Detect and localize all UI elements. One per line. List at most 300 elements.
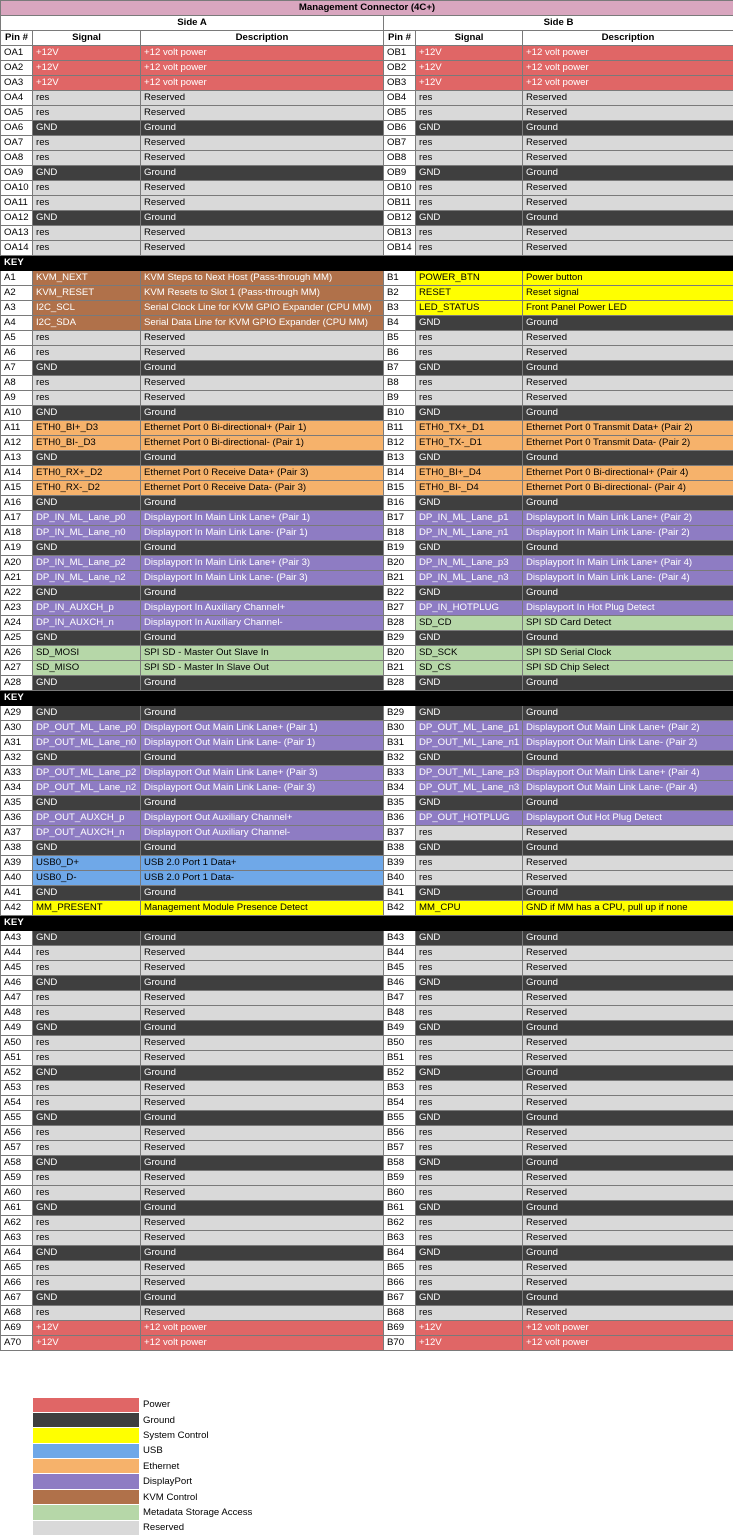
side-b-pin-cell: B65 bbox=[384, 1261, 416, 1276]
side-b-pin-cell: B12 bbox=[384, 436, 416, 451]
side-a-pin-cell: A54 bbox=[1, 1096, 33, 1111]
side-a-signal-cell: GND bbox=[33, 631, 141, 646]
side-b-pin-cell: B38 bbox=[384, 841, 416, 856]
table-row bbox=[1, 721, 733, 736]
side-a-signal-cell: res bbox=[33, 181, 141, 196]
table-row bbox=[1, 676, 733, 691]
side-a-pin-cell: OA7 bbox=[1, 136, 33, 151]
col-header-signal-a: Signal bbox=[33, 31, 141, 46]
side-a-signal-cell: GND bbox=[33, 976, 141, 991]
table-row bbox=[1, 1216, 733, 1231]
side-b-pin-cell: B30 bbox=[384, 721, 416, 736]
table-row bbox=[1, 331, 733, 346]
side-b-description-cell: Ground bbox=[523, 496, 733, 511]
side-a-description-cell: Reserved bbox=[141, 1006, 384, 1021]
side-b-signal-cell: DP_OUT_ML_Lane_p1 bbox=[416, 721, 523, 736]
side-b-description-cell: Ground bbox=[523, 1021, 733, 1036]
legend-label: System Control bbox=[143, 1429, 209, 1441]
side-b-signal-cell: GND bbox=[416, 1201, 523, 1216]
side-a-signal-cell: ETH0_BI-_D3 bbox=[33, 436, 141, 451]
side-b-description-cell: Reserved bbox=[523, 196, 733, 211]
side-b-pin-cell: B69 bbox=[384, 1321, 416, 1336]
side-a-signal-cell: GND bbox=[33, 406, 141, 421]
side-a-signal-cell: GND bbox=[33, 1066, 141, 1081]
side-b-signal-cell: res bbox=[416, 136, 523, 151]
table-row bbox=[1, 1261, 733, 1276]
side-a-pin-cell: A22 bbox=[1, 586, 33, 601]
side-b-pin-cell: B36 bbox=[384, 811, 416, 826]
side-a-description-cell: Reserved bbox=[141, 1261, 384, 1276]
side-a-description-cell: Displayport In Auxiliary Channel- bbox=[141, 616, 384, 631]
side-a-description-cell: Reserved bbox=[141, 1096, 384, 1111]
side-b-description-cell: Reserved bbox=[523, 871, 733, 886]
side-b-pin-cell: B43 bbox=[384, 931, 416, 946]
side-b-description-cell: +12 volt power bbox=[523, 1321, 733, 1336]
side-a-description-cell: Displayport Out Main Link Lane+ (Pair 3) bbox=[141, 766, 384, 781]
side-a-pin-cell: A5 bbox=[1, 331, 33, 346]
side-b-signal-cell: GND bbox=[416, 1156, 523, 1171]
side-a-pin-cell: A50 bbox=[1, 1036, 33, 1051]
side-a-signal-cell: MM_PRESENT bbox=[33, 901, 141, 916]
side-b-signal-cell: res bbox=[416, 1261, 523, 1276]
side-a-description-cell: Ground bbox=[141, 1156, 384, 1171]
side-b-description-cell: Ground bbox=[523, 976, 733, 991]
side-a-description-cell: Ground bbox=[141, 796, 384, 811]
side-b-pin-cell: B29 bbox=[384, 706, 416, 721]
side-b-description-cell: Reserved bbox=[523, 991, 733, 1006]
side-b-description-cell: Reset signal bbox=[523, 286, 733, 301]
side-a-signal-cell: +12V bbox=[33, 61, 141, 76]
side-b-pin-cell: B35 bbox=[384, 796, 416, 811]
side-a-signal-cell: GND bbox=[33, 361, 141, 376]
side-a-signal-cell: GND bbox=[33, 1291, 141, 1306]
side-b-description-cell: Ground bbox=[523, 841, 733, 856]
side-a-description-cell: Ground bbox=[141, 1291, 384, 1306]
table-row bbox=[1, 856, 733, 871]
table-row bbox=[1, 1036, 733, 1051]
key-label: KEY bbox=[1, 916, 733, 931]
side-a-pin-cell: A18 bbox=[1, 526, 33, 541]
legend-swatch bbox=[33, 1505, 139, 1519]
side-a-pin-cell: A65 bbox=[1, 1261, 33, 1276]
table-row bbox=[1, 421, 733, 436]
side-b-pin-cell: OB5 bbox=[384, 106, 416, 121]
side-b-description-cell: Reserved bbox=[523, 1276, 733, 1291]
side-b-signal-cell: GND bbox=[416, 1111, 523, 1126]
side-b-pin-cell: B11 bbox=[384, 421, 416, 436]
side-b-description-cell: +12 volt power bbox=[523, 46, 733, 61]
side-b-pin-cell: B34 bbox=[384, 781, 416, 796]
side-a-description-cell: Reserved bbox=[141, 1306, 384, 1321]
side-b-signal-cell: GND bbox=[416, 541, 523, 556]
col-header-desc-a: Description bbox=[141, 31, 384, 46]
side-b-signal-cell: GND bbox=[416, 586, 523, 601]
side-a-signal-cell: GND bbox=[33, 211, 141, 226]
side-b-description-cell: Reserved bbox=[523, 1096, 733, 1111]
table-row bbox=[1, 901, 733, 916]
side-b-signal-cell: GND bbox=[416, 676, 523, 691]
side-a-description-cell: Ground bbox=[141, 706, 384, 721]
side-b-description-cell: Ground bbox=[523, 631, 733, 646]
side-b-pin-cell: B17 bbox=[384, 511, 416, 526]
side-a-signal-cell: GND bbox=[33, 676, 141, 691]
side-a-description-cell: Ground bbox=[141, 496, 384, 511]
side-a-pin-cell: A60 bbox=[1, 1186, 33, 1201]
table-row bbox=[1, 406, 733, 421]
table-row bbox=[1, 181, 733, 196]
side-a-signal-cell: res bbox=[33, 1036, 141, 1051]
side-a-signal-cell: GND bbox=[33, 751, 141, 766]
side-a-pin-cell: A49 bbox=[1, 1021, 33, 1036]
side-a-pin-cell: A11 bbox=[1, 421, 33, 436]
side-b-description-cell: Ground bbox=[523, 676, 733, 691]
side-a-description-cell: Displayport Out Auxiliary Channel+ bbox=[141, 811, 384, 826]
side-b-description-cell: Ground bbox=[523, 886, 733, 901]
side-a-pin-cell: OA8 bbox=[1, 151, 33, 166]
side-b-pin-cell: B4 bbox=[384, 316, 416, 331]
side-a-description-cell: Ground bbox=[141, 1201, 384, 1216]
side-b-description-cell: Reserved bbox=[523, 391, 733, 406]
side-a-pin-cell: A3 bbox=[1, 301, 33, 316]
side-a-signal-cell: res bbox=[33, 136, 141, 151]
side-a-description-cell: +12 volt power bbox=[141, 61, 384, 76]
side-b-signal-cell: res bbox=[416, 1006, 523, 1021]
table-row bbox=[1, 706, 733, 721]
side-a-signal-cell: res bbox=[33, 241, 141, 256]
side-a-signal-cell: GND bbox=[33, 586, 141, 601]
side-b-signal-cell: DP_OUT_ML_Lane_p3 bbox=[416, 766, 523, 781]
side-b-pin-cell: B20 bbox=[384, 646, 416, 661]
side-b-signal-cell: res bbox=[416, 1126, 523, 1141]
side-a-description-cell: Displayport Out Main Link Lane- (Pair 3) bbox=[141, 781, 384, 796]
table-row bbox=[1, 496, 733, 511]
side-b-signal-cell: res bbox=[416, 871, 523, 886]
table-row bbox=[1, 781, 733, 796]
table-row bbox=[1, 661, 733, 676]
side-b-description-cell: Ground bbox=[523, 706, 733, 721]
side-a-signal-cell: DP_IN_AUXCH_p bbox=[33, 601, 141, 616]
side-b-description-cell: Displayport In Hot Plug Detect bbox=[523, 601, 733, 616]
table-row bbox=[1, 61, 733, 76]
table-row bbox=[1, 346, 733, 361]
side-a-pin-cell: A24 bbox=[1, 616, 33, 631]
table-row bbox=[1, 601, 733, 616]
side-a-signal-cell: GND bbox=[33, 886, 141, 901]
side-a-description-cell: Reserved bbox=[141, 1171, 384, 1186]
side-a-pin-cell: A6 bbox=[1, 346, 33, 361]
table-row bbox=[1, 271, 733, 286]
side-a-description-cell: Serial Data Line for KVM GPIO Expander (CPU MM) bbox=[141, 316, 384, 331]
side-b-signal-cell: ETH0_TX-_D1 bbox=[416, 436, 523, 451]
side-b-description-cell: Ground bbox=[523, 1156, 733, 1171]
key-separator-row bbox=[1, 691, 733, 706]
side-a-signal-cell: res bbox=[33, 1051, 141, 1066]
side-b-signal-cell: GND bbox=[416, 406, 523, 421]
col-header-pin-b: Pin # bbox=[384, 31, 416, 46]
legend-swatch bbox=[33, 1398, 139, 1412]
side-b-pin-cell: B19 bbox=[384, 541, 416, 556]
side-b-description-cell: +12 volt power bbox=[523, 76, 733, 91]
side-b-signal-cell: res bbox=[416, 946, 523, 961]
table-row bbox=[1, 151, 733, 166]
side-a-description-cell: Reserved bbox=[141, 331, 384, 346]
side-a-pin-cell: A15 bbox=[1, 481, 33, 496]
side-a-description-cell: Reserved bbox=[141, 1036, 384, 1051]
side-a-pin-cell: OA6 bbox=[1, 121, 33, 136]
table-title: Management Connector (4C+) bbox=[1, 1, 733, 16]
legend-label: Power bbox=[143, 1399, 171, 1411]
side-b-signal-cell: +12V bbox=[416, 76, 523, 91]
table-row bbox=[1, 991, 733, 1006]
side-a-header: Side A bbox=[1, 16, 384, 31]
table-row bbox=[1, 46, 733, 61]
side-b-description-cell: +12 volt power bbox=[523, 61, 733, 76]
side-b-signal-cell: res bbox=[416, 1306, 523, 1321]
side-b-description-cell: Ground bbox=[523, 451, 733, 466]
table-row bbox=[1, 811, 733, 826]
side-b-signal-cell: res bbox=[416, 91, 523, 106]
side-a-description-cell: Ground bbox=[141, 1066, 384, 1081]
side-a-description-cell: Displayport In Main Link Lane- (Pair 3) bbox=[141, 571, 384, 586]
side-b-pin-cell: B32 bbox=[384, 751, 416, 766]
side-b-description-cell: Reserved bbox=[523, 346, 733, 361]
side-a-description-cell: Displayport Out Main Link Lane+ (Pair 1) bbox=[141, 721, 384, 736]
side-b-pin-cell: B68 bbox=[384, 1306, 416, 1321]
side-a-signal-cell: res bbox=[33, 91, 141, 106]
side-a-description-cell: Serial Clock Line for KVM GPIO Expander (CPU MM) bbox=[141, 301, 384, 316]
side-b-description-cell: Ethernet Port 0 Transmit Data+ (Pair 2) bbox=[523, 421, 733, 436]
side-b-pin-cell: B60 bbox=[384, 1186, 416, 1201]
side-a-signal-cell: ETH0_RX-_D2 bbox=[33, 481, 141, 496]
side-b-pin-cell: B8 bbox=[384, 376, 416, 391]
side-a-description-cell: Reserved bbox=[141, 1216, 384, 1231]
side-b-description-cell: Reserved bbox=[523, 241, 733, 256]
table-row bbox=[1, 841, 733, 856]
side-b-description-cell: Ground bbox=[523, 361, 733, 376]
table-row bbox=[1, 466, 733, 481]
side-a-pin-cell: A42 bbox=[1, 901, 33, 916]
table-row bbox=[1, 1126, 733, 1141]
side-a-signal-cell: GND bbox=[33, 1021, 141, 1036]
side-b-pin-cell: B49 bbox=[384, 1021, 416, 1036]
side-a-pin-cell: A68 bbox=[1, 1306, 33, 1321]
side-b-pin-cell: B1 bbox=[384, 271, 416, 286]
side-a-signal-cell: res bbox=[33, 391, 141, 406]
table-row bbox=[1, 556, 733, 571]
side-a-pin-cell: A61 bbox=[1, 1201, 33, 1216]
side-a-pin-cell: OA11 bbox=[1, 196, 33, 211]
side-b-signal-cell: res bbox=[416, 1171, 523, 1186]
side-a-signal-cell: res bbox=[33, 1216, 141, 1231]
side-a-pin-cell: A52 bbox=[1, 1066, 33, 1081]
side-b-pin-cell: B28 bbox=[384, 676, 416, 691]
side-a-pin-cell: A59 bbox=[1, 1171, 33, 1186]
key-separator-row bbox=[1, 256, 733, 271]
side-a-description-cell: Ground bbox=[141, 676, 384, 691]
side-b-signal-cell: MM_CPU bbox=[416, 901, 523, 916]
side-b-description-cell: Reserved bbox=[523, 151, 733, 166]
side-b-signal-cell: res bbox=[416, 331, 523, 346]
side-a-pin-cell: A9 bbox=[1, 391, 33, 406]
side-a-description-cell: Ground bbox=[141, 751, 384, 766]
side-a-signal-cell: res bbox=[33, 1006, 141, 1021]
side-b-pin-cell: B54 bbox=[384, 1096, 416, 1111]
side-a-signal-cell: DP_OUT_AUXCH_p bbox=[33, 811, 141, 826]
side-b-pin-cell: B18 bbox=[384, 526, 416, 541]
side-b-signal-cell: res bbox=[416, 151, 523, 166]
side-a-pin-cell: A32 bbox=[1, 751, 33, 766]
side-b-pin-cell: B15 bbox=[384, 481, 416, 496]
side-b-signal-cell: res bbox=[416, 1276, 523, 1291]
side-a-description-cell: SPI SD - Master Out Slave In bbox=[141, 646, 384, 661]
col-header-pin-a: Pin # bbox=[1, 31, 33, 46]
table-row bbox=[1, 736, 733, 751]
side-b-description-cell: Reserved bbox=[523, 946, 733, 961]
table-row bbox=[1, 616, 733, 631]
side-b-description-cell: Reserved bbox=[523, 91, 733, 106]
table-row bbox=[1, 526, 733, 541]
side-a-pin-cell: OA10 bbox=[1, 181, 33, 196]
side-a-signal-cell: SD_MOSI bbox=[33, 646, 141, 661]
side-a-description-cell: +12 volt power bbox=[141, 46, 384, 61]
table-row bbox=[1, 1096, 733, 1111]
side-a-description-cell: Reserved bbox=[141, 1186, 384, 1201]
side-b-pin-cell: B20 bbox=[384, 556, 416, 571]
side-a-description-cell: Ground bbox=[141, 1246, 384, 1261]
side-a-pin-cell: A37 bbox=[1, 826, 33, 841]
side-a-description-cell: Reserved bbox=[141, 1126, 384, 1141]
table-row bbox=[1, 1321, 733, 1336]
side-a-signal-cell: DP_IN_ML_Lane_n2 bbox=[33, 571, 141, 586]
side-b-signal-cell: res bbox=[416, 826, 523, 841]
side-a-signal-cell: res bbox=[33, 1186, 141, 1201]
side-a-description-cell: Ethernet Port 0 Bi-directional+ (Pair 1) bbox=[141, 421, 384, 436]
side-b-description-cell: Reserved bbox=[523, 1051, 733, 1066]
table-row bbox=[1, 1156, 733, 1171]
table-row bbox=[1, 751, 733, 766]
side-b-signal-cell: res bbox=[416, 1186, 523, 1201]
table-row bbox=[1, 1171, 733, 1186]
side-a-signal-cell: DP_IN_ML_Lane_p0 bbox=[33, 511, 141, 526]
side-b-signal-cell: DP_IN_ML_Lane_n3 bbox=[416, 571, 523, 586]
side-a-description-cell: USB 2.0 Port 1 Data+ bbox=[141, 856, 384, 871]
side-b-pin-cell: B41 bbox=[384, 886, 416, 901]
side-a-pin-cell: A8 bbox=[1, 376, 33, 391]
side-a-description-cell: Ethernet Port 0 Bi-directional- (Pair 1) bbox=[141, 436, 384, 451]
side-b-description-cell: Displayport Out Main Link Lane+ (Pair 2) bbox=[523, 721, 733, 736]
side-a-pin-cell: A28 bbox=[1, 676, 33, 691]
side-b-pin-cell: B48 bbox=[384, 1006, 416, 1021]
table-row bbox=[1, 976, 733, 991]
side-b-pin-cell: B56 bbox=[384, 1126, 416, 1141]
side-a-signal-cell: DP_OUT_ML_Lane_n0 bbox=[33, 736, 141, 751]
side-b-signal-cell: DP_OUT_ML_Lane_n1 bbox=[416, 736, 523, 751]
side-a-description-cell: Ground bbox=[141, 361, 384, 376]
side-b-pin-cell: OB7 bbox=[384, 136, 416, 151]
side-a-signal-cell: DP_IN_ML_Lane_p2 bbox=[33, 556, 141, 571]
side-b-signal-cell: SD_SCK bbox=[416, 646, 523, 661]
side-header-row bbox=[1, 16, 733, 31]
side-a-signal-cell: DP_OUT_ML_Lane_p2 bbox=[33, 766, 141, 781]
side-a-description-cell: Reserved bbox=[141, 346, 384, 361]
side-a-pin-cell: A30 bbox=[1, 721, 33, 736]
table-row bbox=[1, 586, 733, 601]
side-a-description-cell: Reserved bbox=[141, 1276, 384, 1291]
side-b-pin-cell: B53 bbox=[384, 1081, 416, 1096]
side-b-pin-cell: B52 bbox=[384, 1066, 416, 1081]
side-b-description-cell: Displayport In Main Link Lane- (Pair 4) bbox=[523, 571, 733, 586]
side-b-pin-cell: B16 bbox=[384, 496, 416, 511]
side-b-description-cell: Displayport Out Main Link Lane- (Pair 4) bbox=[523, 781, 733, 796]
side-b-description-cell: Reserved bbox=[523, 1186, 733, 1201]
table-row bbox=[1, 211, 733, 226]
side-a-description-cell: Ethernet Port 0 Receive Data+ (Pair 3) bbox=[141, 466, 384, 481]
side-b-pin-cell: B64 bbox=[384, 1246, 416, 1261]
side-a-signal-cell: ETH0_RX+_D2 bbox=[33, 466, 141, 481]
legend-label: Ethernet bbox=[143, 1460, 180, 1472]
side-b-signal-cell: res bbox=[416, 991, 523, 1006]
side-a-pin-cell: A23 bbox=[1, 601, 33, 616]
side-a-signal-cell: GND bbox=[33, 841, 141, 856]
side-a-signal-cell: USB0_D+ bbox=[33, 856, 141, 871]
side-a-pin-cell: A58 bbox=[1, 1156, 33, 1171]
color-legend bbox=[33, 1397, 252, 1536]
side-a-signal-cell: DP_IN_ML_Lane_n0 bbox=[33, 526, 141, 541]
table-row bbox=[1, 961, 733, 976]
table-row bbox=[1, 1291, 733, 1306]
side-b-signal-cell: GND bbox=[416, 451, 523, 466]
side-b-pin-cell: B28 bbox=[384, 616, 416, 631]
side-b-pin-cell: OB8 bbox=[384, 151, 416, 166]
side-b-description-cell: Ground bbox=[523, 1066, 733, 1081]
side-a-pin-cell: A41 bbox=[1, 886, 33, 901]
side-b-signal-cell: DP_OUT_ML_Lane_n3 bbox=[416, 781, 523, 796]
table-row bbox=[1, 91, 733, 106]
side-b-pin-cell: B44 bbox=[384, 946, 416, 961]
side-b-description-cell: SPI SD Card Detect bbox=[523, 616, 733, 631]
side-a-signal-cell: GND bbox=[33, 1111, 141, 1126]
legend-label: USB bbox=[143, 1445, 163, 1457]
side-a-pin-cell: A12 bbox=[1, 436, 33, 451]
side-b-pin-cell: B45 bbox=[384, 961, 416, 976]
side-b-description-cell: Ground bbox=[523, 121, 733, 136]
table-row bbox=[1, 286, 733, 301]
side-b-signal-cell: DP_IN_ML_Lane_n1 bbox=[416, 526, 523, 541]
side-a-signal-cell: USB0_D- bbox=[33, 871, 141, 886]
side-a-pin-cell: A13 bbox=[1, 451, 33, 466]
table-row bbox=[1, 1306, 733, 1321]
side-a-pin-cell: A26 bbox=[1, 646, 33, 661]
side-b-signal-cell: POWER_BTN bbox=[416, 271, 523, 286]
side-a-signal-cell: DP_OUT_ML_Lane_p0 bbox=[33, 721, 141, 736]
side-a-description-cell: Displayport In Main Link Lane+ (Pair 3) bbox=[141, 556, 384, 571]
side-a-signal-cell: GND bbox=[33, 1201, 141, 1216]
table-row bbox=[1, 1186, 733, 1201]
side-b-signal-cell: GND bbox=[416, 1246, 523, 1261]
side-a-pin-cell: A57 bbox=[1, 1141, 33, 1156]
side-b-signal-cell: res bbox=[416, 391, 523, 406]
legend-swatch bbox=[33, 1490, 139, 1504]
side-b-pin-cell: B55 bbox=[384, 1111, 416, 1126]
side-b-signal-cell: GND bbox=[416, 121, 523, 136]
side-b-description-cell: Reserved bbox=[523, 961, 733, 976]
side-a-description-cell: Displayport In Main Link Lane+ (Pair 1) bbox=[141, 511, 384, 526]
table-row bbox=[1, 136, 733, 151]
table-row bbox=[1, 301, 733, 316]
side-b-description-cell: Ground bbox=[523, 1246, 733, 1261]
side-a-description-cell: Reserved bbox=[141, 241, 384, 256]
table-row bbox=[1, 226, 733, 241]
